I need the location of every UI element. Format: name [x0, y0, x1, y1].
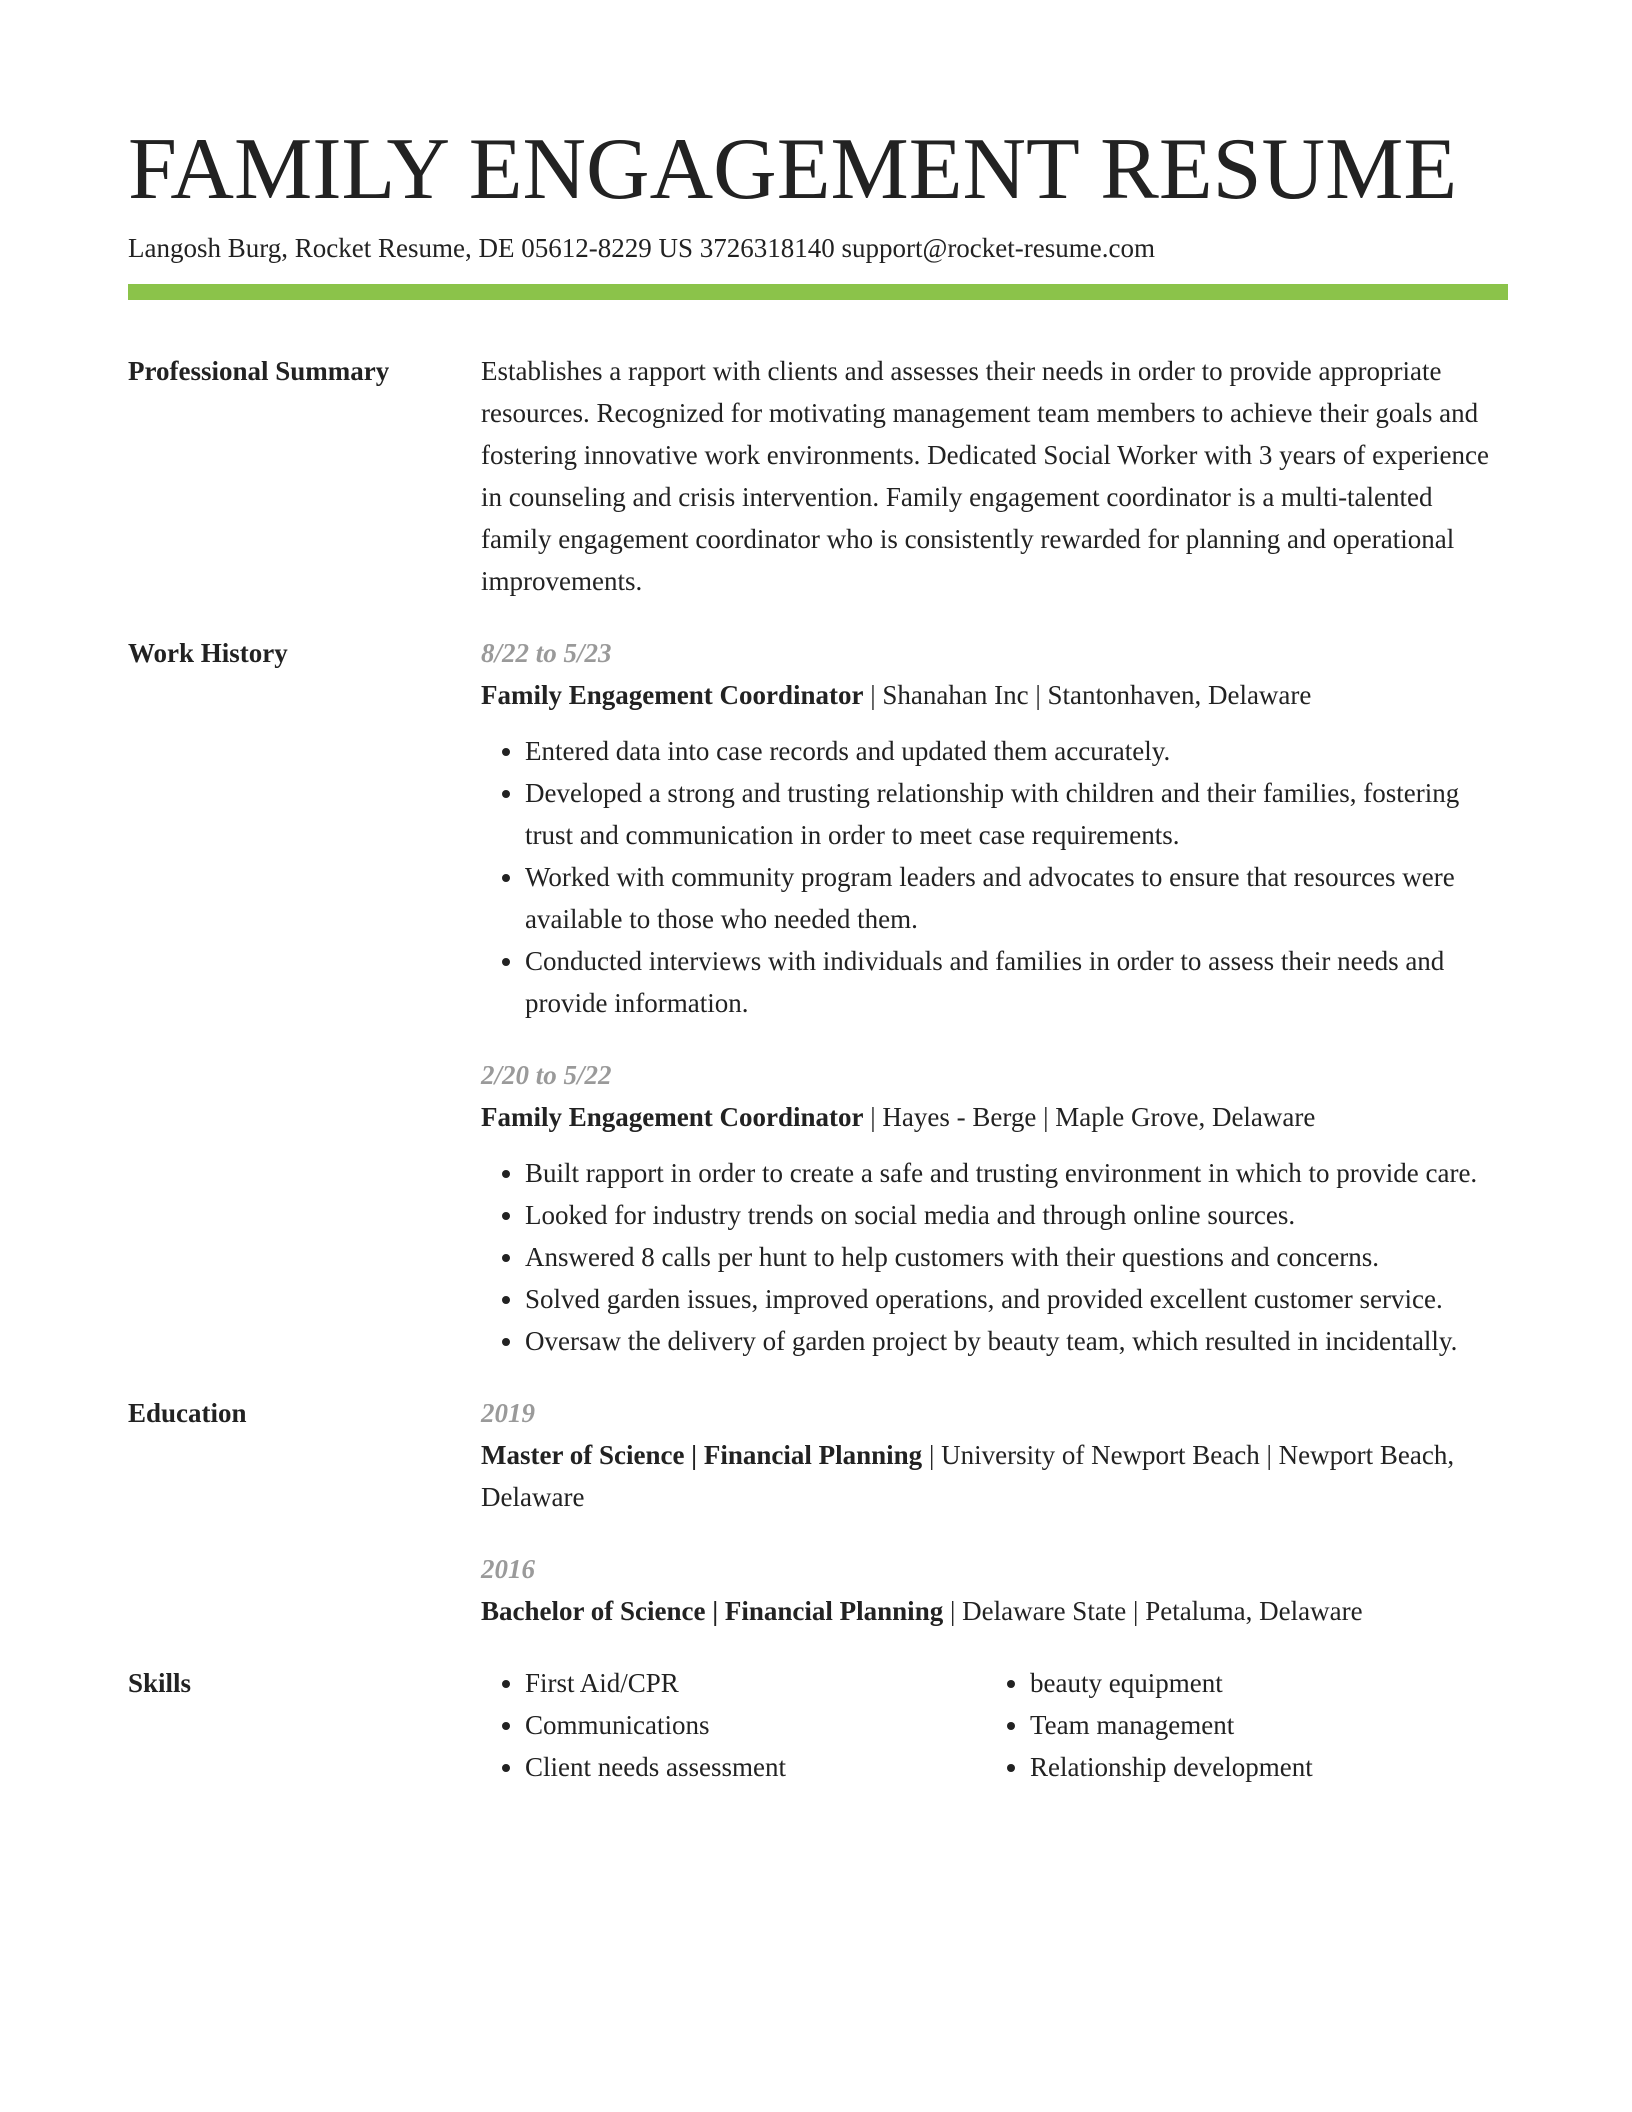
skills-grid: [481, 1662, 1530, 1788]
job-bullet: • Answered 8 calls per hunt to help customers with their questions and concerns.: [525, 1236, 1508, 1278]
degree-title: Bachelor of Science | Financial Planning: [481, 1596, 944, 1626]
job-bullet: • Built rapport in order to create a safe and trusting environment in which to provide care.: [525, 1152, 1508, 1194]
job-title: Family Engagement Coordinator: [481, 680, 864, 710]
summary-section: [128, 350, 1508, 602]
education-heading: Education: [128, 1398, 247, 1428]
job-heading: [481, 1096, 1508, 1138]
skill-item: • beauty equipment: [1030, 1662, 1530, 1704]
resume-page: [128, 118, 1508, 1788]
job-dates: 8/22 to 5/23: [481, 638, 612, 668]
job-heading: [481, 674, 1508, 716]
education-year: 2016: [481, 1554, 535, 1584]
skill-item: • Client needs assessment: [525, 1746, 986, 1788]
skills-heading: Skills: [128, 1668, 192, 1698]
job-bullets: [481, 1152, 1508, 1362]
header-divider: [128, 284, 1508, 300]
skills-column-right: [986, 1662, 1530, 1788]
job-title: Family Engagement Coordinator: [481, 1102, 864, 1132]
job-dates: 2/20 to 5/22: [481, 1060, 612, 1090]
work-history-body: [481, 632, 1508, 1362]
skills-section: [128, 1662, 1508, 1788]
skill-item: • First Aid/CPR: [525, 1662, 986, 1704]
work-history-section: [128, 632, 1508, 1362]
skills-body: [481, 1662, 1530, 1788]
education-heading-line: [481, 1590, 1508, 1632]
resume-title: FAMILY ENGAGEMENT RESUME: [128, 121, 1458, 218]
education-entry: [481, 1392, 1508, 1518]
job-details: | Hayes - Berge | Maple Grove, Delaware: [863, 1102, 1316, 1132]
education-body: [481, 1392, 1508, 1632]
skills-column-left: [481, 1662, 986, 1788]
job-entry: [481, 632, 1508, 1024]
skill-item: • Communications: [525, 1704, 986, 1746]
education-year: 2019: [481, 1398, 535, 1428]
job-bullet: • Worked with community program leaders and advocates to ensure that resources were available to those who needed them.: [525, 856, 1508, 940]
degree-details: | Delaware State | Petaluma, Delaware: [943, 1596, 1363, 1626]
job-bullets: [481, 730, 1508, 1024]
job-bullet: • Conducted interviews with individuals and families in order to assess their needs and provide information.: [525, 940, 1508, 1024]
degree-title: Master of Science | Financial Planning: [481, 1440, 923, 1470]
education-heading-line: [481, 1434, 1508, 1518]
education-section: [128, 1392, 1508, 1632]
job-bullet: • Entered data into case records and updated them accurately.: [525, 730, 1508, 772]
skill-item: • Team management: [1030, 1704, 1530, 1746]
job-entry: [481, 1054, 1508, 1362]
summary-text: Establishes a rapport with clients and assesses their needs in order to provide appropriate resources. Recognized for motivating management team members to achieve their goals and fostering innovative work environments. Dedicated Social Worker with 3 years of experience in counseling and crisis intervention. Family engagement coordinator is a multi-talented family engagement coordinator who is consistently rewarded for planning and operational improvements.: [481, 356, 1490, 596]
summary-heading: Professional Summary: [128, 356, 390, 386]
contact-line: Langosh Burg, Rocket Resume, DE 05612-8229 US 3726318140 support@rocket-resume.com: [128, 233, 1155, 263]
job-bullet: • Looked for industry trends on social media and through online sources.: [525, 1194, 1508, 1236]
work-history-heading: Work History: [128, 638, 288, 668]
job-bullet: • Developed a strong and trusting relationship with children and their families, fostering trust and communication in order to meet case requirements.: [525, 772, 1508, 856]
job-bullet: • Oversaw the delivery of garden project by beauty team, which resulted in incidentally.: [525, 1320, 1508, 1362]
job-bullet: • Solved garden issues, improved operations, and provided excellent customer service.: [525, 1278, 1508, 1320]
education-entry: [481, 1548, 1508, 1632]
job-details: | Shanahan Inc | Stantonhaven, Delaware: [863, 680, 1312, 710]
skill-item: • Relationship development: [1030, 1746, 1530, 1788]
degree-details: | University of Newport Beach | Newport Beach, Delaware: [481, 1440, 1455, 1512]
